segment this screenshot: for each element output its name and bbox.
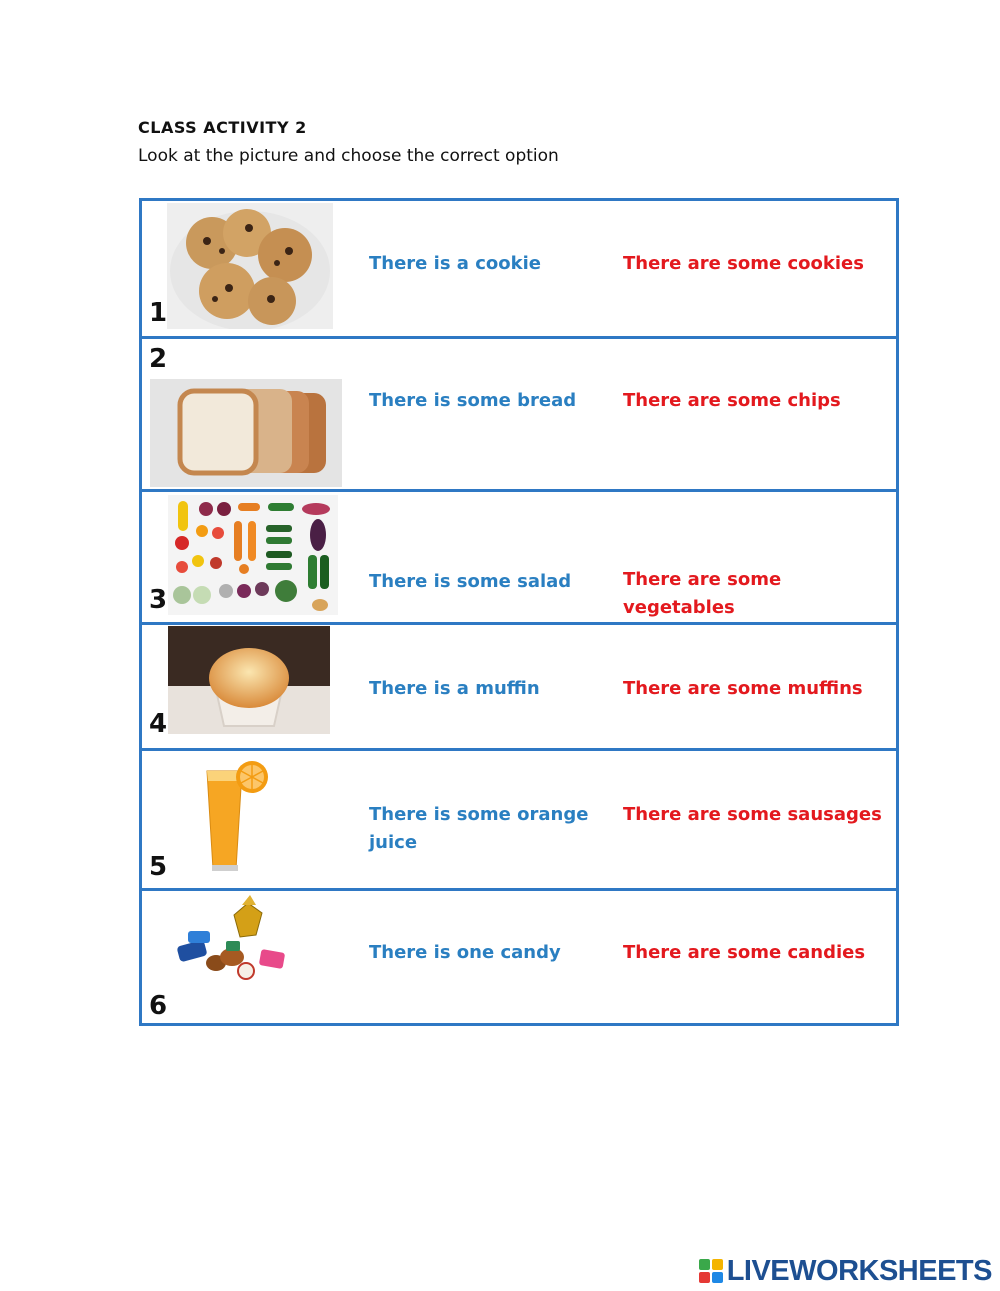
table-row xyxy=(142,891,896,1029)
option-a-4[interactable]: There is a muffin xyxy=(369,678,540,699)
table-row xyxy=(142,339,896,492)
row-number: 3 xyxy=(149,585,168,615)
table-row xyxy=(142,201,896,339)
row-number: 1 xyxy=(149,298,168,328)
row-number: 2 xyxy=(149,344,168,374)
option-a-6[interactable]: There is one candy xyxy=(369,942,561,963)
cookies-image xyxy=(167,203,333,329)
table-row xyxy=(142,492,896,625)
muffin-image xyxy=(168,626,330,734)
row-number: 4 xyxy=(149,709,168,739)
orange-juice-image xyxy=(202,759,274,875)
row-number: 5 xyxy=(149,852,168,882)
option-a-1[interactable]: There is a cookie xyxy=(369,253,541,274)
option-b-5[interactable]: There are some sausages xyxy=(623,804,882,825)
brand-name: LIVEWORKSHEETS xyxy=(726,1254,992,1287)
activity-title: CLASS ACTIVITY 2 xyxy=(138,118,307,137)
logo-mark-icon xyxy=(699,1259,723,1283)
liveworksheets-logo xyxy=(699,1255,992,1287)
instruction-text: Look at the picture and choose the correct option xyxy=(138,146,559,166)
option-b-3[interactable]: There are some vegetables xyxy=(623,569,782,618)
option-b-1[interactable]: There are some cookies xyxy=(623,253,864,274)
option-a-2[interactable]: There is some bread xyxy=(369,390,577,411)
bread-image xyxy=(150,379,342,487)
candies-image xyxy=(168,891,296,987)
option-b-2[interactable]: There are some chips xyxy=(623,390,841,411)
table-row xyxy=(142,625,896,751)
option-a-5[interactable]: There is some orange juice xyxy=(369,804,589,853)
option-a-3[interactable]: There is some salad xyxy=(369,571,572,592)
table-row xyxy=(142,751,896,891)
row-number: 6 xyxy=(149,991,168,1021)
activity-table xyxy=(139,198,899,1026)
option-b-6[interactable]: There are some candies xyxy=(623,942,866,963)
option-b-4[interactable]: There are some muffins xyxy=(623,678,863,699)
vegetables-image xyxy=(168,495,338,615)
